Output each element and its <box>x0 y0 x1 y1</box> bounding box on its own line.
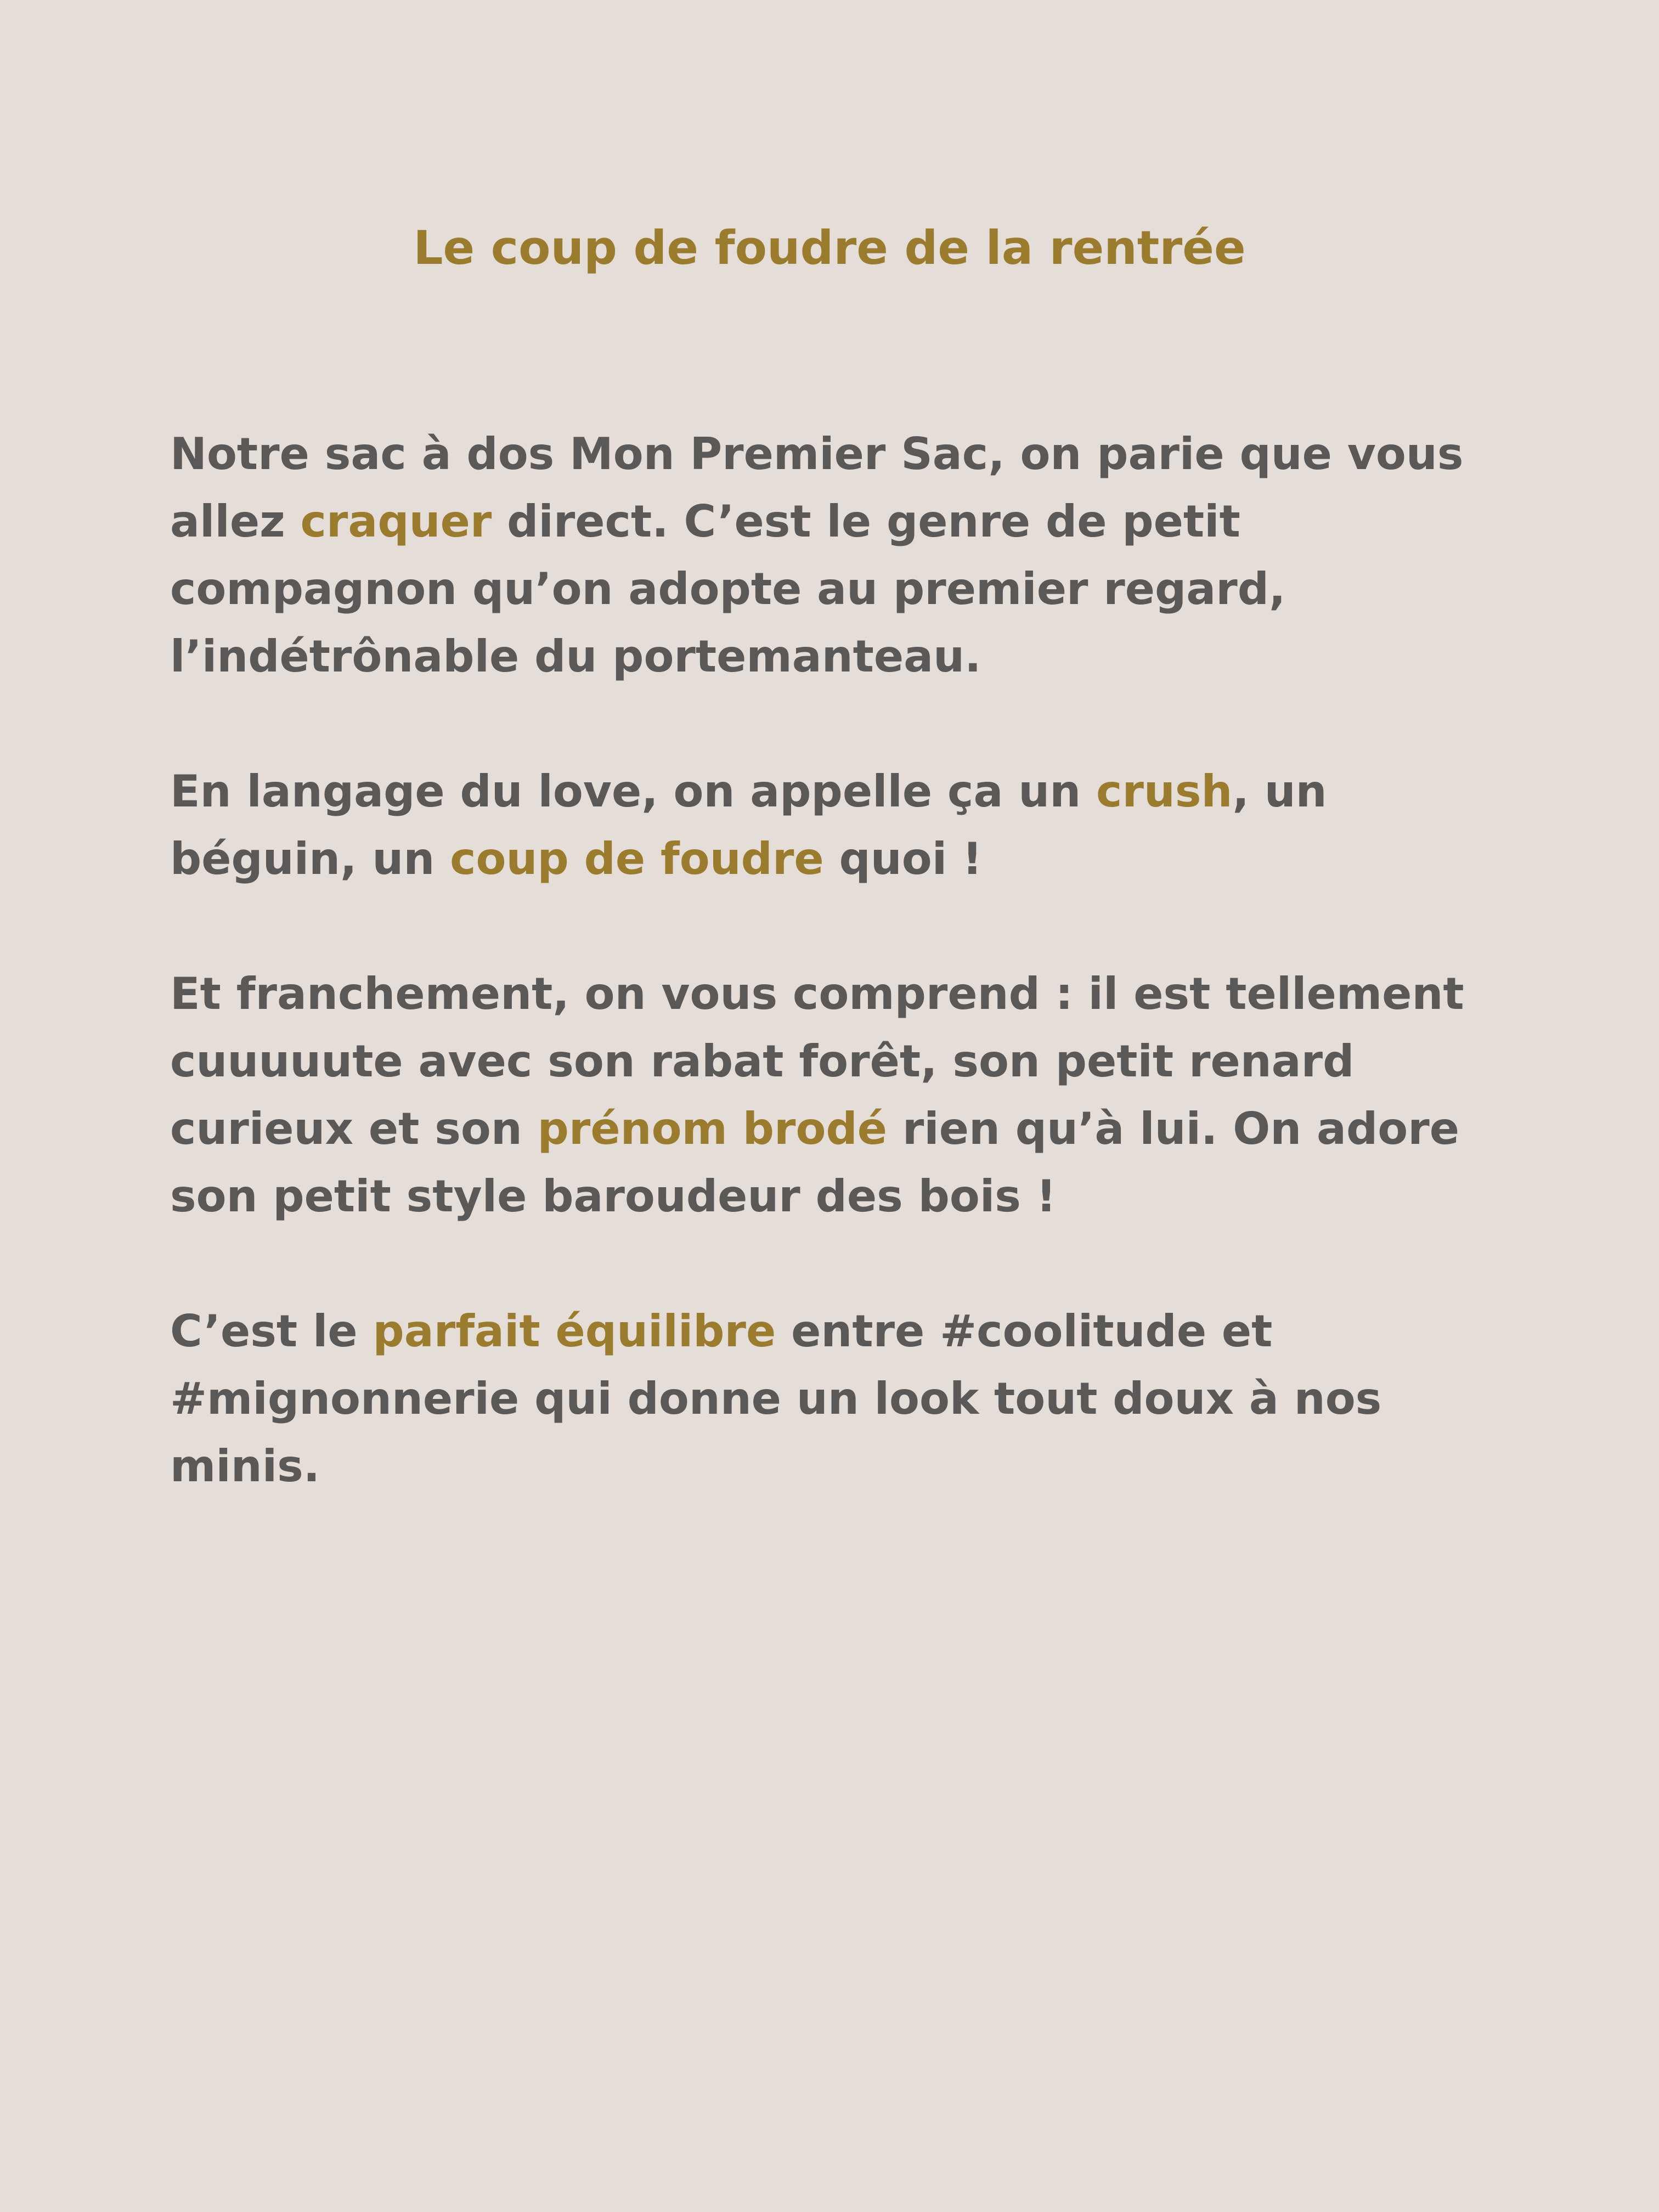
paragraph-3 <box>170 960 1498 1230</box>
paragraph-3-text-b: rien qu’à lui. On adore son petit style baroudeur des bois ! <box>170 1103 1459 1222</box>
highlight-prenom-brode: prénom brodé <box>537 1103 887 1154</box>
paragraph-2-text-c: quoi ! <box>823 833 983 884</box>
paragraph-2 <box>170 758 1498 893</box>
paragraph-4-text-a: C’est le <box>170 1306 373 1357</box>
highlight-crush: crush <box>1096 766 1233 817</box>
paragraph-4-text-b: entre #coolitude et #mignonnerie qui donne un look tout doux à nos minis. <box>170 1306 1382 1492</box>
paragraph-2-text-b: , un béguin, un <box>170 766 1327 884</box>
paragraph-1-text-a: Notre sac à dos Mon Premier Sac, on parie que vous allez <box>170 428 1464 547</box>
paragraph-3-text-a: Et franchement, on vous comprend : il est tellement cuuuuute avec son rabat forêt, son petit renard curieux et son <box>170 968 1464 1154</box>
body-text <box>170 420 1498 1567</box>
highlight-coup-de-foudre: coup de foudre <box>450 833 824 884</box>
page-title: Le coup de foudre de la rentrée <box>413 221 1246 275</box>
paragraph-4 <box>170 1297 1498 1500</box>
paragraph-1-text-b: direct. C’est le genre de petit compagnon qu’on adopte au premier regard, l’indétrônable du portemanteau. <box>170 496 1286 682</box>
highlight-craquer: craquer <box>300 496 492 547</box>
paragraph-2-text-a: En langage du love, on appelle ça un <box>170 766 1097 817</box>
highlight-parfait-equilibre: parfait équilibre <box>373 1306 776 1357</box>
paragraph-1 <box>170 420 1498 690</box>
